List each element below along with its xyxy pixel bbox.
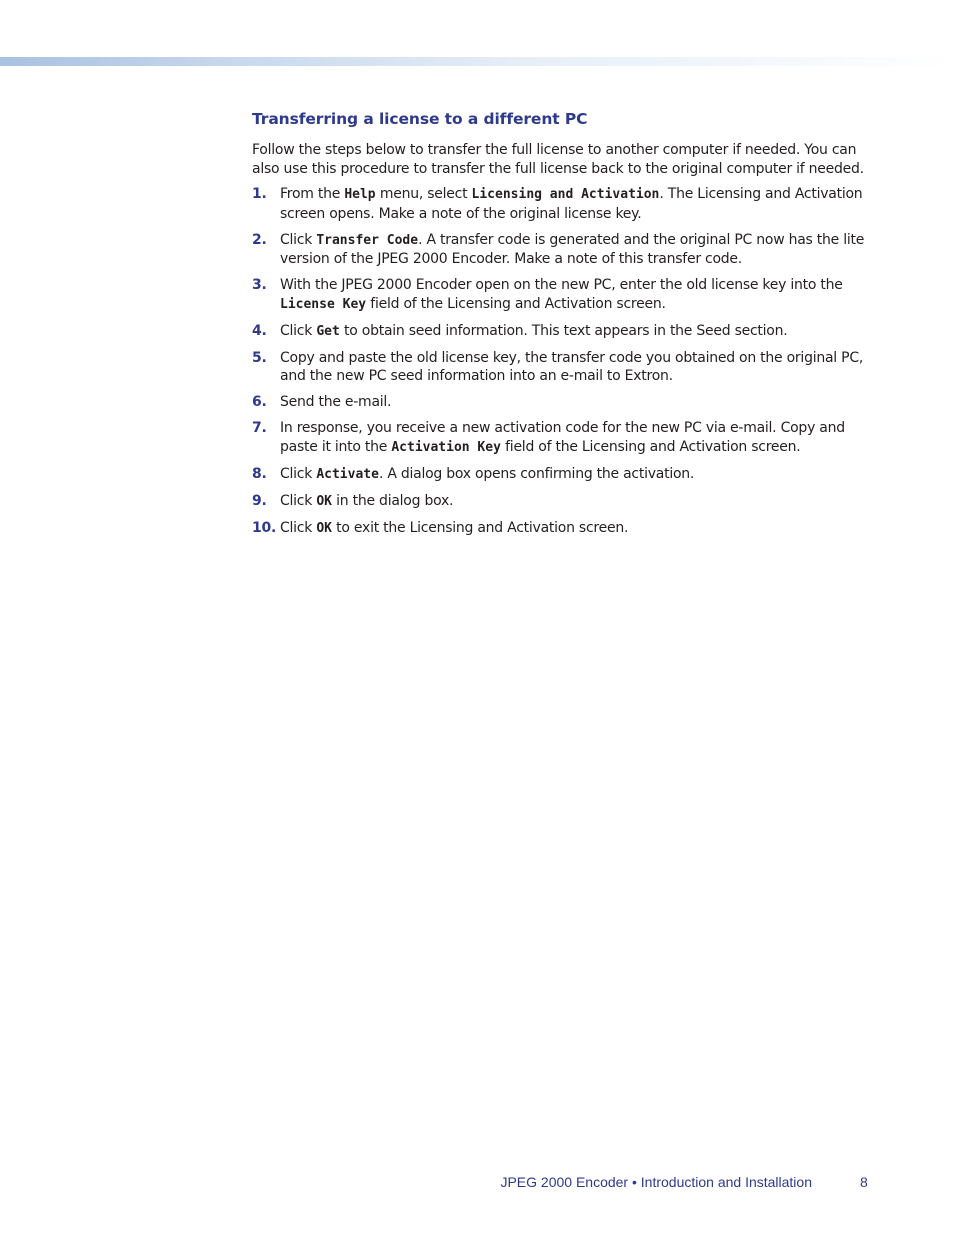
page-number: 8 (860, 1174, 868, 1190)
command-name: Transfer Code (316, 232, 419, 248)
step-item: 10. Click OK to exit the Licensing and Activation screen. (252, 519, 629, 536)
command-name: Activate (316, 466, 379, 482)
step-item: 8. Click Activate. A dialog box opens confirming the activation. (252, 465, 695, 482)
step-item: 9. Click OK in the dialog box. (252, 492, 454, 509)
step-item: 6. Send the e-mail. (252, 394, 392, 410)
step-item: 2. Click Transfer Code. A transfer code is generated and the original PC now has the lite version of the JPEG 2000 Encoder. Make a note of this transfer code. (252, 231, 865, 267)
step-item: 4. Click Get to obtain seed information. This text appears in the Seed section. (252, 322, 788, 339)
command-name: Get (316, 323, 340, 339)
command-name: Help (344, 187, 376, 202)
step-number: 8. (252, 465, 267, 482)
steps-list (252, 185, 868, 538)
step-item: 5. Copy and paste the old license key, the transfer code you obtained on the original PC, and the new PC seed information into an e-mail to Extron. (252, 349, 864, 384)
step-item: 7. In response, you receive a new activation code for the new PC via e-mail. Copy and paste it into the Activation Key field of the Licensing and Activation screen. (252, 420, 845, 455)
section-title: Transferring a license to a different PC (252, 110, 588, 128)
step-number: 6. (252, 394, 267, 410)
step-item: 3. With the JPEG 2000 Encoder open on the new PC, enter the old license key into the License Key field of the Licensing and Activation screen. (252, 277, 843, 312)
step-number: 3. (252, 277, 267, 293)
step-number: 9. (252, 492, 267, 509)
step-number: 7. (252, 420, 267, 436)
main-content (252, 108, 868, 546)
command-name: OK (316, 520, 332, 536)
intro-paragraph: Follow the steps below to transfer the full license to another computer if needed. You can also use this procedure to transfer the full license back to the original computer if needed. (252, 142, 864, 177)
step-item: 1. From the Help menu, select Licensing and Activation. The Licensing and Activation screen opens. Make a note of the original license key. (252, 186, 863, 222)
command-name: License Key (280, 296, 367, 312)
command-name: Licensing and Activation (471, 187, 660, 202)
step-number: 1. (252, 186, 267, 202)
step-number: 10. (252, 519, 277, 536)
step-number: 4. (252, 322, 267, 339)
page-footer (0, 1174, 954, 1194)
step-number: 5. (252, 349, 267, 366)
step-number: 2. (252, 231, 267, 248)
command-name: Activation Key (391, 439, 501, 455)
command-name: OK (316, 493, 332, 509)
header-gradient-band (0, 57, 954, 66)
footer-title: JPEG 2000 Encoder • Introduction and Installation (500, 1174, 812, 1190)
